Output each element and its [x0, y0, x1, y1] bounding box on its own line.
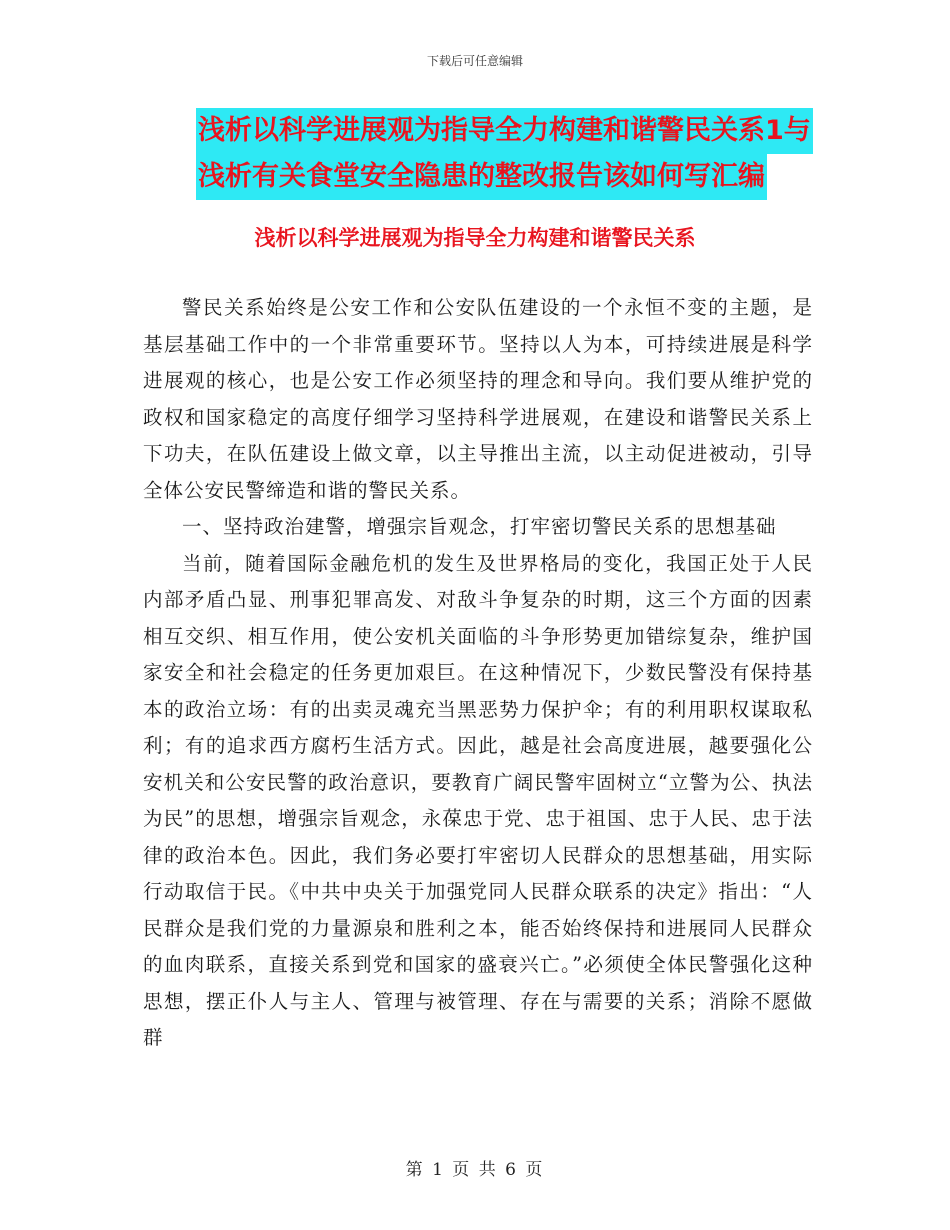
document-title — [196, 108, 816, 200]
section-title: 浅析以科学进展观为指导全力构建和谐警民关系 — [254, 226, 696, 250]
document-title-line-2: 浅析有关食堂安全隐患的整改报告该如何写汇编 — [196, 154, 767, 200]
body-text — [143, 290, 813, 1057]
paragraph-intro: 警民关系始终是公安工作和公安队伍建设的一个永恒不变的主题，是基层基础工作中的一个非常重要环节。坚持以人为本，可持续进展是科学进展观的核心，也是公安工作必须坚持的理念和导向。我们要从维护党的政权和国家稳定的高度仔细学习坚持科学进展观，在建设和谐警民关系上下功夫，在队伍建设上做文章，以主导推出主流，以主动促进被动，引导全体公安民警缔造和谐的警民关系。 — [143, 296, 813, 502]
header-note: 下载后可任意编辑 — [426, 54, 523, 68]
document-title-line-1: 浅析以科学进展观为指导全力构建和谐警民关系1与 — [196, 108, 813, 154]
paragraph-body-1: 当前，随着国际金融危机的发生及世界格局的变化，我国正处于人民内部矛盾凸显、刑事犯罪高发、对敌斗争复杂的时期，这三个方面的因素相互交织、相互作用，使公安机关面临的斗争形势更加错综复杂，维护国家安全和社会稳定的任务更加艰巨。在这种情况下，少数民警没有保持基本的政治立场：有的出卖灵魂充当黑恶势力保护伞；有的利用职权谋取私利；有的追求西方腐朽生活方式。因此，越是社会高度进展，越要强化公安机关和公安民警的政治意识，要教育广阔民警牢固树立“立警为公、执法为民”的思想，增强宗旨观念，永葆忠于党、忠于祖国、忠于人民、忠于法律的政治本色。因此，我们务必要打牢密切人民群众的思想基础，用实际行动取信于民。《中共中央关于加强党同人民群众联系的决定》指出：“人民群众是我们党的力量源泉和胜利之本，能否始终保持和进展同人民群众的血肉联系，直接关系到党和国家的盛衰兴亡。”必须使全体民警强化这种思想，摆正仆人与主人、管理与被管理、存在与需要的关系；消除不愿做群 — [143, 551, 813, 1049]
paragraph-heading-1: 一、坚持政治建警，增强宗旨观念，打牢密切警民关系的思想基础 — [182, 515, 777, 538]
page-footer: 第 1 页 共 6 页 — [405, 1160, 545, 1180]
